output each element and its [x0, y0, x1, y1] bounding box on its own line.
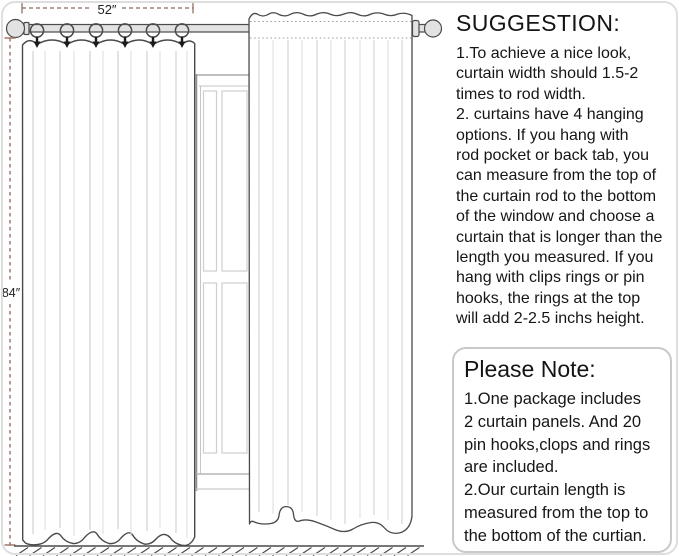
suggestion-line: length you measured. If you: [456, 249, 654, 267]
floor: [14, 546, 424, 556]
left-curtain-panel: [23, 40, 195, 546]
window-pane: [222, 283, 247, 453]
suggestion-line: hooks, the rings at the top: [456, 289, 641, 307]
suggestion-line: 1.To achieve a nice look,: [456, 45, 632, 62]
suggestion-section: [456, 10, 678, 330]
note-line: measured from the top to: [464, 503, 649, 522]
rod-finial-left: [7, 20, 25, 38]
rod-width-label: 52″: [97, 2, 117, 17]
suggestion-line: options. If you hang with: [456, 126, 629, 144]
suggestion-line: curtain that is longer than the: [456, 228, 663, 246]
window-pane: [204, 283, 217, 453]
note-line: 2 curtain panels. And 20: [464, 412, 642, 431]
suggestion-line: of the window and choose a: [456, 208, 655, 226]
note-line: the bottom of the curtian.: [464, 526, 647, 545]
right-curtain-panel: [249, 13, 412, 534]
suggestion-line: times to rod width.: [456, 85, 586, 103]
rod-width-measurement: [22, 2, 193, 17]
note-line: are included.: [464, 458, 559, 477]
window-pane: [204, 91, 217, 271]
suggestion-line: can measure from the top of: [456, 167, 657, 185]
floor-hatching: [16, 548, 420, 556]
suggestion-line: hang with clips rings or pin: [456, 269, 645, 287]
note-line: 1.One package includes: [464, 390, 642, 408]
suggestion-line: curtain width should 1.5-2: [456, 65, 639, 83]
note-line: 2.Our curtain length is: [464, 481, 626, 500]
window: [192, 74, 252, 491]
window-pane: [222, 91, 247, 271]
please-note-title: Please Note:: [464, 356, 596, 382]
suggestion-line: 2. curtains have 4 hanging: [456, 106, 644, 124]
suggestion-line: rod pocket or back tab, you: [456, 147, 649, 165]
rod-finial-right: [425, 20, 442, 37]
suggestion-line: the curtain rod to the bottom: [456, 187, 657, 205]
please-note-box: [452, 347, 672, 553]
suggestion-line: will add 2-2.5 inchs height.: [456, 310, 645, 328]
curtain-length-label: 84″: [1, 286, 21, 300]
note-line: pin hooks,clops and rings: [464, 435, 651, 454]
curtain-length-measurement: [2, 38, 21, 545]
suggestion-title: SUGGESTION:: [456, 10, 621, 36]
